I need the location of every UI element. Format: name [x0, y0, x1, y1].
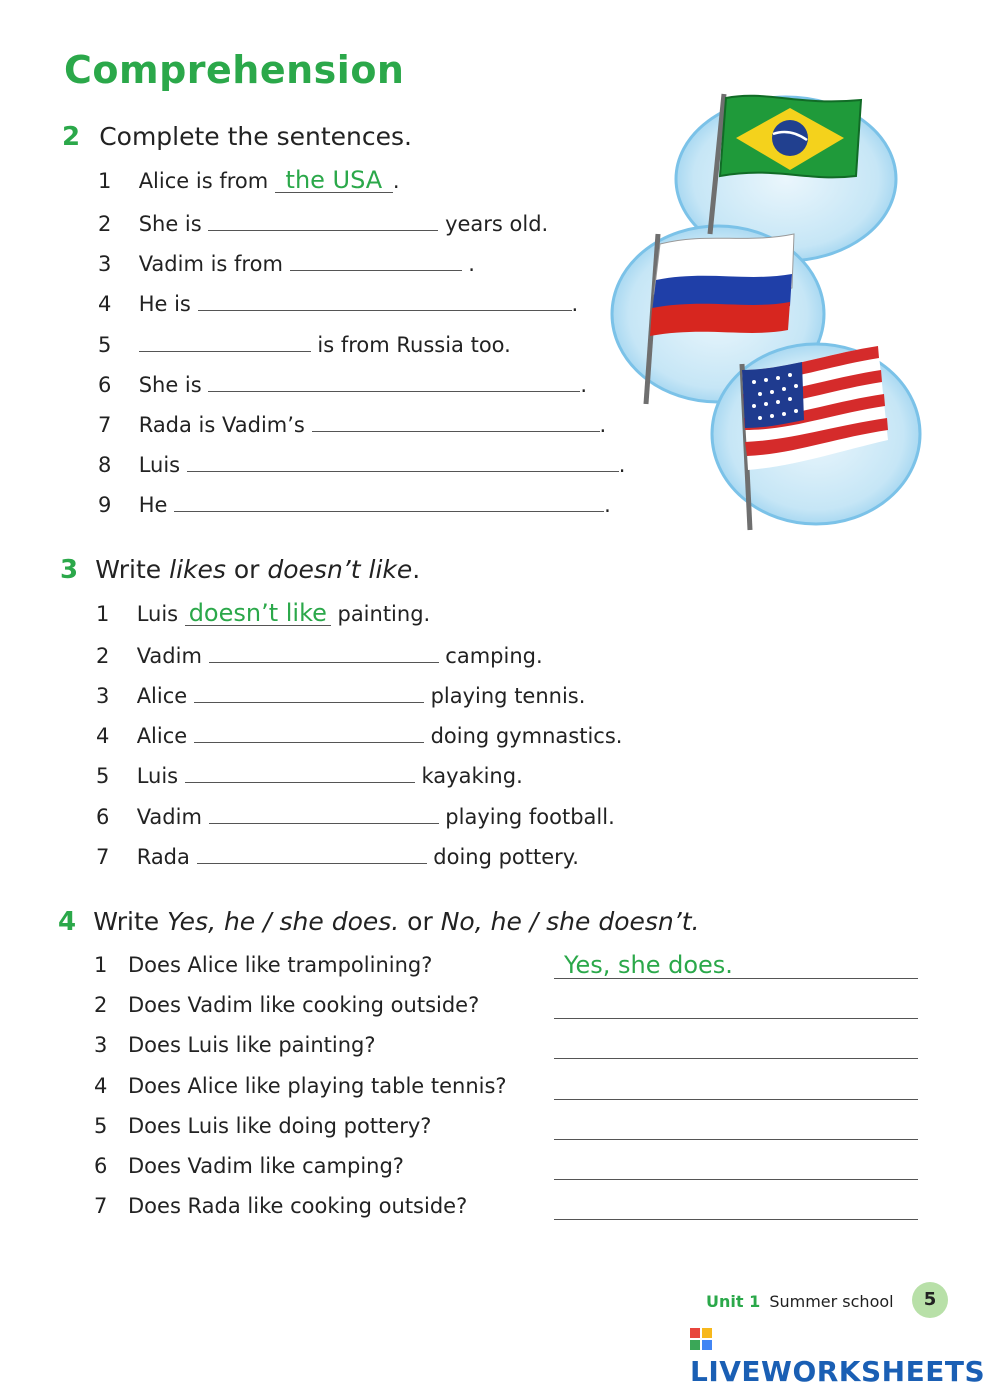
answer-field[interactable] [187, 451, 619, 472]
s4-question-1: 1 Does Alice like trampolining? [94, 953, 433, 977]
s4-question-3: 3 Does Luis like painting? [94, 1033, 376, 1057]
answer-field[interactable]: doesn’t like [185, 601, 331, 626]
s4-question-5: 5 Does Luis like doing pottery? [94, 1114, 432, 1138]
s3-item-3: 3 Alice playing tennis. [96, 684, 586, 708]
answer-field[interactable] [194, 722, 424, 743]
answer-field[interactable] [312, 411, 600, 432]
s3-item-2: 2 Vadim camping. [96, 644, 543, 668]
unit-label: Unit 1 Summer school [706, 1292, 894, 1311]
s4-question-7: 7 Does Rada like cooking outside? [94, 1194, 468, 1218]
answer-field[interactable] [554, 1113, 918, 1140]
liveworksheets-logo-icon [690, 1328, 712, 1350]
s2-item-9: 9 He . [98, 493, 611, 517]
page-number: 5 [912, 1282, 948, 1318]
s2-item-1: 1 Alice is from the USA . [98, 166, 400, 194]
section-4-heading [58, 907, 699, 937]
s2-item-8: 8 Luis . [98, 453, 626, 477]
answer-field[interactable] [554, 1193, 918, 1220]
s4-question-6: 6 Does Vadim like camping? [94, 1154, 404, 1178]
section-2-heading [62, 122, 412, 152]
s4-question-2: 2 Does Vadim like cooking outside? [94, 993, 480, 1017]
answer-field[interactable] [554, 992, 918, 1019]
answer-field[interactable] [208, 371, 580, 392]
flags-illustration [606, 84, 926, 534]
s2-item-2: 2 She is years old. [98, 212, 549, 236]
s3-item-4: 4 Alice doing gymnastics. [96, 724, 623, 748]
answer-field[interactable] [139, 331, 311, 352]
page-title: Comprehension [64, 48, 405, 92]
section-instruction: Write likes or doesn’t like. [95, 555, 421, 584]
answer-field[interactable] [185, 762, 415, 783]
s2-item-3: 3 Vadim is from . [98, 252, 475, 276]
s3-item-5: 5 Luis kayaking. [96, 764, 523, 788]
s3-item-1: 1 Luis doesn’t like painting. [96, 599, 431, 627]
answer-field[interactable] [208, 210, 438, 231]
section-number: 2 [62, 122, 81, 152]
answer-field[interactable]: Yes, she does. [554, 952, 918, 979]
s2-item-4: 4 He is . [98, 292, 579, 316]
answer-field[interactable] [194, 682, 424, 703]
answer-field[interactable] [290, 250, 462, 271]
s3-item-6: 6 Vadim playing football. [96, 805, 615, 829]
s4-question-4: 4 Does Alice like playing table tennis? [94, 1074, 507, 1098]
answer-field[interactable] [174, 491, 604, 512]
s2-item-6: 6 She is . [98, 373, 588, 397]
section-number: 4 [58, 907, 77, 937]
answer-field[interactable] [197, 843, 427, 864]
answer-field[interactable] [554, 1073, 918, 1100]
answer-field[interactable] [554, 1153, 918, 1180]
answer-field[interactable] [209, 642, 439, 663]
answer-field[interactable]: the USA [275, 168, 393, 193]
answer-field[interactable] [209, 803, 439, 824]
s3-item-7: 7 Rada doing pottery. [96, 845, 579, 869]
section-3-heading [60, 555, 420, 585]
answer-field[interactable] [198, 290, 572, 311]
section-instruction: Write Yes, he / she does. or No, he / she doesn’t. [93, 907, 700, 936]
s2-item-5: 5 is from Russia too. [98, 333, 511, 357]
section-number: 3 [60, 555, 79, 585]
liveworksheets-logo[interactable]: LIVEWORKSHEETS [690, 1322, 999, 1388]
answer-field[interactable] [554, 1032, 918, 1059]
s2-item-7: 7 Rada is Vadim’s . [98, 413, 607, 437]
section-instruction: Complete the sentences. [99, 122, 412, 151]
